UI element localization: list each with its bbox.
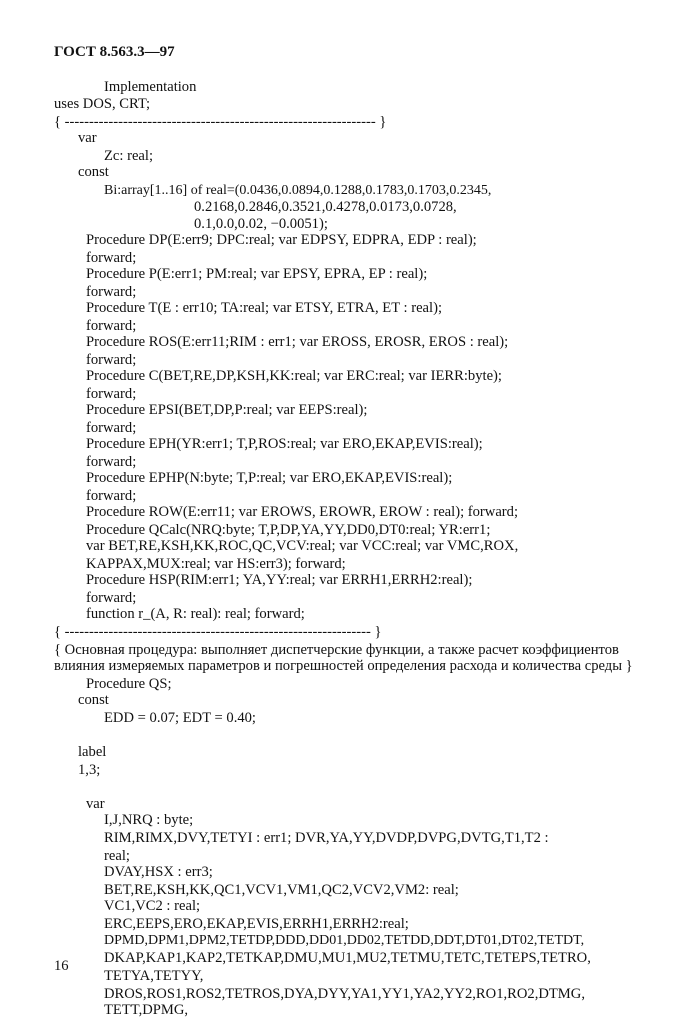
code-line: Procedure QCalc(NRQ:byte; T,P,DP,YA,YY,DD0,DT0:real; YR:err1;	[86, 522, 491, 538]
code-line: forward;	[86, 318, 137, 334]
code-line: label	[78, 744, 107, 760]
code-line: { --------------------------------------------------------------- }	[54, 624, 382, 640]
code-line: DPMD,DPM1,DPM2,TETDP,DDD,DD01,DD02,TETDD,DDT,DT01,DT02,TETDT,	[104, 933, 585, 948]
code-line: forward;	[86, 250, 137, 266]
code-line: 0.1,0.0,0.02, −0.0051);	[194, 216, 328, 232]
code-line: ERC,EEPS,ERO,EKAP,EVIS,ERRH1,ERRH2:real;	[104, 916, 409, 932]
code-line: влияния измеряемых параметров и погрешностей определения расхода и количества среды }	[54, 658, 633, 674]
code-line: Procedure HSP(RIM:err1; YA,YY:real; var ERRH1,ERRH2:real);	[86, 572, 473, 588]
code-line: Bi:array[1..16] of real=(0.0436,0.0894,0.1288,0.1783,0.1703,0.2345,	[104, 183, 492, 198]
code-line: TETT,DPMG,	[104, 1002, 189, 1018]
code-line: Procedure EPSI(BET,DP,P:real; var EEPS:real);	[86, 402, 368, 418]
code-line: { Основная процедура: выполняет диспетчерские функции, а также расчет коэффициентов	[54, 642, 619, 658]
code-line: forward;	[86, 454, 137, 470]
code-line: { ---------------------------------------------------------------- }	[54, 114, 387, 130]
code-line: const	[78, 164, 109, 180]
code-line: Procedure EPHP(N:byte; T,P:real; var ERO,EKAP,EVIS:real);	[86, 470, 453, 486]
code-line: VC1,VC2 : real;	[104, 898, 201, 914]
code-line: real;	[104, 848, 130, 864]
code-line: 0.2168,0.2846,0.3521,0.4278,0.0173,0.0728,	[194, 199, 457, 215]
code-line: TETYA,TETYY,	[104, 968, 204, 984]
code-line: Zc: real;	[104, 148, 154, 164]
code-line: var	[86, 796, 105, 812]
code-line: Procedure EPH(YR:err1; T,P,ROS:real; var ERO,EKAP,EVIS:real);	[86, 436, 483, 452]
code-line: forward;	[86, 284, 137, 300]
code-line: 1,3;	[78, 762, 101, 778]
code-line: DVAY,HSX : err3;	[104, 864, 213, 880]
page-number: 16	[54, 958, 69, 974]
code-line: Procedure C(BET,RE,DP,KSH,KK:real; var ERC:real; var IERR:byte);	[86, 368, 502, 384]
code-line: Procedure DP(E:err9; DPC:real; var EDPSY, EDPRA, EDP : real);	[86, 232, 477, 248]
code-line: var	[78, 130, 97, 146]
code-line: forward;	[86, 352, 137, 368]
code-line: Procedure T(E : err10; TA:real; var ETSY, ETRA, ET : real);	[86, 300, 443, 316]
document-header: ГОСТ 8.563.3—97	[54, 44, 175, 60]
code-line: I,J,NRQ : byte;	[104, 812, 194, 828]
code-line: DROS,ROS1,ROS2,TETROS,DYA,DYY,YA1,YY1,YA2,YY2,RO1,RO2,DTMG,	[104, 986, 585, 1002]
code-line: forward;	[86, 488, 137, 504]
code-line: EDD = 0.07; EDT = 0.40;	[104, 710, 256, 726]
code-line: var BET,RE,KSH,KK,ROC,QC,VCV:real; var VCC:real; var VMC,ROX,	[86, 538, 519, 554]
code-line: forward;	[86, 420, 137, 436]
code-line: Procedure ROS(E:err11;RIM : err1; var EROSS, EROSR, EROS : real);	[86, 334, 509, 350]
code-line: forward;	[86, 386, 137, 402]
code-line: Procedure ROW(E:err11; var EROWS, EROWR, EROW : real); forward;	[86, 504, 519, 520]
code-line: forward;	[86, 590, 137, 606]
code-line: RIM,RIMX,DVY,TETYI : err1; DVR,YA,YY,DVDP,DVPG,DVTG,T1,T2 :	[104, 830, 549, 846]
code-line: Procedure P(E:err1; PM:real; var EPSY, EPRA, EP : real);	[86, 266, 428, 282]
code-line: function r_(A, R: real): real; forward;	[86, 606, 305, 622]
code-line: BET,RE,KSH,KK,QC1,VCV1,VM1,QC2,VCV2,VM2: real;	[104, 882, 459, 898]
code-line: DKAP,KAP1,KAP2,TETKAP,DMU,MU1,MU2,TETMU,TETC,TETEPS,TETRO,	[104, 950, 591, 966]
code-line: Implementation	[104, 79, 197, 95]
code-line: Procedure QS;	[86, 676, 172, 692]
code-line: uses DOS, CRT;	[54, 96, 151, 112]
code-line: const	[78, 692, 109, 708]
code-line: KAPPAX,MUX:real; var HS:err3); forward;	[86, 556, 346, 572]
